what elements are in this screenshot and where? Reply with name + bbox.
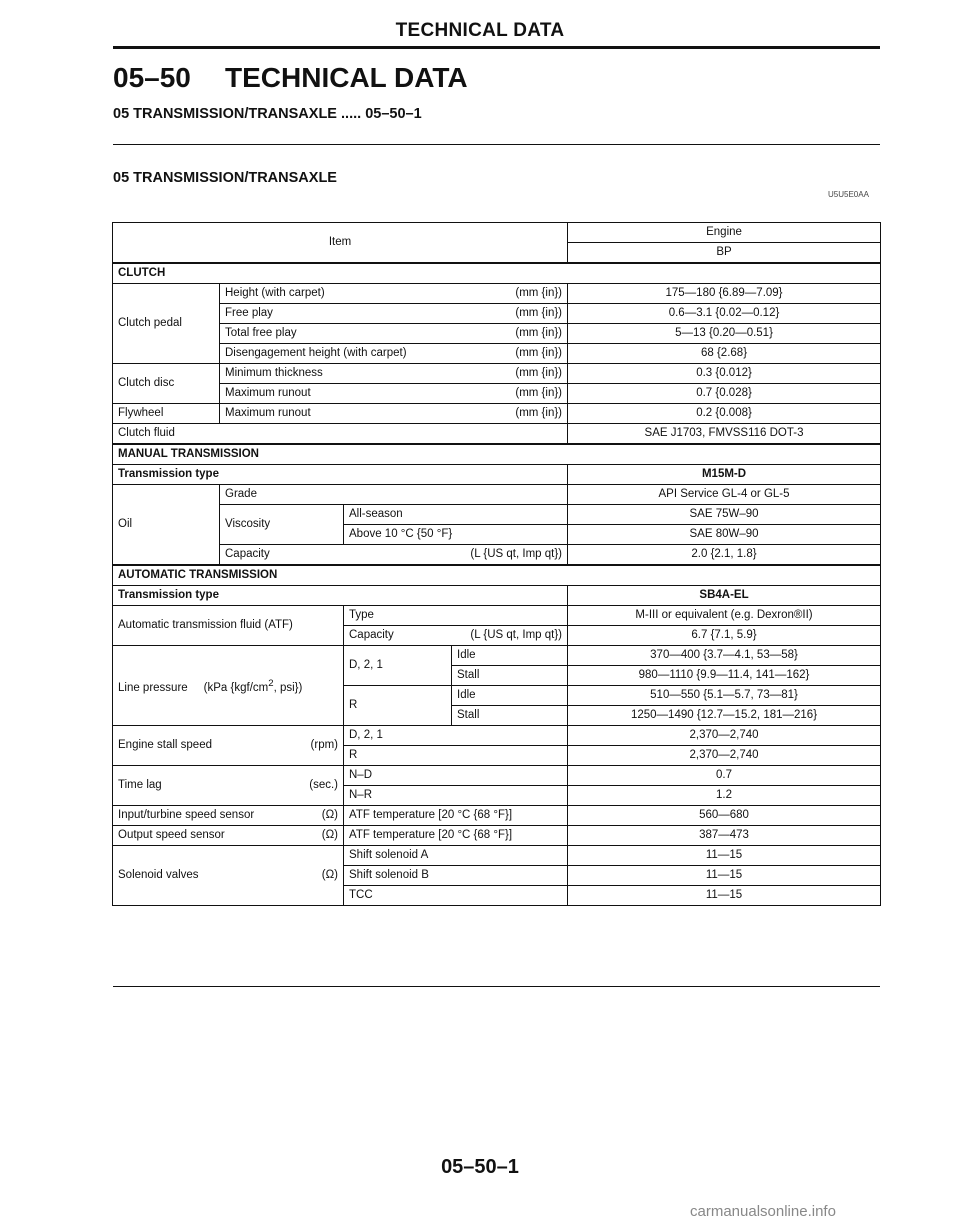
at-type-value: SB4A-EL: [568, 586, 881, 606]
subsection-title: 05 TRANSMISSION/TRANSAXLE: [113, 170, 337, 186]
item-header: Item: [113, 223, 568, 264]
value-cell: SAE 80W–90: [568, 525, 881, 545]
value-cell: 1.2: [568, 786, 881, 806]
time-lag-label: Time lag (sec.): [113, 766, 344, 806]
mt-type-label: Transmission type: [113, 465, 568, 485]
automatic-section: AUTOMATIC TRANSMISSION: [113, 565, 881, 586]
value-cell: 1250—1490 {12.7—15.2, 181—216}: [568, 706, 881, 726]
spec-table: [112, 222, 881, 906]
value-cell: 11—15: [568, 846, 881, 866]
value-cell: 2,370—2,740: [568, 746, 881, 766]
table-row: Viscosity All-season SAE 75W–90: [113, 505, 881, 525]
table-row: Output speed sensor (Ω) ATF temperature [20 °C {68 °F}] 387—473: [113, 826, 881, 846]
oil-label: Oil: [113, 485, 220, 566]
table-row: Above 10 °C {50 °F} SAE 80W–90: [113, 525, 881, 545]
clutch-disc-label: Clutch disc: [113, 364, 220, 404]
table-row: Free play (mm {in}) 0.6—3.1 {0.02—0.12}: [113, 304, 881, 324]
table-row: Flywheel Maximum runout (mm {in}) 0.2 {0.008}: [113, 404, 881, 424]
document-code: U5U5E0AA: [828, 190, 869, 199]
flywheel-label: Flywheel: [113, 404, 220, 424]
table-row: Line pressure (kPa {$kgf/cm^2$, psi}) D, 2, 1 Idle 370—400 {3.7—4.1, 53—58}: [113, 646, 881, 666]
table-row: Maximum runout (mm {in}) 0.7 {0.028}: [113, 384, 881, 404]
table-row: Oil Grade API Service GL-4 or GL-5: [113, 485, 881, 505]
value-cell: 370—400 {3.7—4.1, 53—58}: [568, 646, 881, 666]
table-row: Time lag (sec.) N–D 0.7: [113, 766, 881, 786]
value-cell: 387—473: [568, 826, 881, 846]
table-row: Total free play (mm {in}) 5—13 {0.20—0.51}: [113, 324, 881, 344]
section-title: [113, 62, 468, 94]
at-type-label: Transmission type: [113, 586, 568, 606]
table-row: [113, 444, 881, 465]
table-row: Shift solenoid B 11—15: [113, 866, 881, 886]
table-row: N–R 1.2: [113, 786, 881, 806]
table-row: Automatic transmission fluid (ATF) Type M-III or equivalent (e.g. Dexron®II): [113, 606, 881, 626]
value-cell: API Service GL-4 or GL-5: [568, 485, 881, 505]
value-cell: 2.0 {2.1, 1.8}: [568, 545, 881, 566]
header-rule: [113, 46, 880, 49]
value-cell: 0.7: [568, 766, 881, 786]
table-row: [113, 565, 881, 586]
table-row: [113, 465, 881, 485]
table-row: Clutch pedal Height (with carpet) (mm {in}) 175—180 {6.89—7.09}: [113, 284, 881, 304]
watermark: carmanualsonline.info: [690, 1203, 836, 1220]
value-cell: 5—13 {0.20—0.51}: [568, 324, 881, 344]
table-row: Solenoid valves (Ω) Shift solenoid A 11—15: [113, 846, 881, 866]
line-pressure-label: Line pressure (kPa {$kgf/cm^2$, psi}): [113, 646, 344, 726]
stall-speed-label: Engine stall speed (rpm): [113, 726, 344, 766]
engine-header: Engine: [568, 223, 881, 243]
table-row: Input/turbine speed sensor (Ω) ATF temperature [20 °C {68 °F}] 560—680: [113, 806, 881, 826]
table-row: Stall 980—1110 {9.9—11.4, 141—162}: [113, 666, 881, 686]
clutch-pedal-label: Clutch pedal: [113, 284, 220, 364]
value-cell: M-III or equivalent (e.g. Dexron®II): [568, 606, 881, 626]
clutch-section: CLUTCH: [113, 263, 881, 284]
table-row: Disengagement height (with carpet) (mm {in}) 68 {2.68}: [113, 344, 881, 364]
value-cell: 175—180 {6.89—7.09}: [568, 284, 881, 304]
section-title-text: TECHNICAL DATA: [225, 62, 468, 93]
output-sensor-label: Output speed sensor (Ω): [113, 826, 344, 846]
page-number: 05–50–1: [441, 1156, 519, 1178]
clutch-fluid-label: Clutch fluid: [113, 424, 568, 445]
value-cell: 980—1110 {9.9—11.4, 141—162}: [568, 666, 881, 686]
mt-type-value: M15M-D: [568, 465, 881, 485]
table-row: [113, 263, 881, 284]
solenoid-label: Solenoid valves (Ω): [113, 846, 344, 906]
input-sensor-label: Input/turbine speed sensor (Ω): [113, 806, 344, 826]
value-cell: 0.3 {0.012}: [568, 364, 881, 384]
value-cell: 2,370—2,740: [568, 726, 881, 746]
value-cell: 0.7 {0.028}: [568, 384, 881, 404]
value-cell: 510—550 {5.1—5.7, 73—81}: [568, 686, 881, 706]
table-row: [113, 223, 881, 243]
table-row: [113, 586, 881, 606]
running-header: TECHNICAL DATA: [395, 20, 565, 41]
table-row: Clutch disc Minimum thickness (mm {in}) 0.3 {0.012}: [113, 364, 881, 384]
value-cell: SAE J1703, FMVSS116 DOT-3: [568, 424, 881, 445]
table-row: Capacity (L {US qt, Imp qt}) 2.0 {2.1, 1.8}: [113, 545, 881, 566]
engine-code: BP: [568, 243, 881, 264]
table-row: R 2,370—2,740: [113, 746, 881, 766]
table-row: Stall 1250—1490 {12.7—15.2, 181—216}: [113, 706, 881, 726]
section-rule: [113, 144, 880, 145]
value-cell: 6.7 {7.1, 5.9}: [568, 626, 881, 646]
section-number: 05–50: [113, 62, 191, 93]
value-cell: 560—680: [568, 806, 881, 826]
value-cell: 0.2 {0.008}: [568, 404, 881, 424]
value-cell: 0.6—3.1 {0.02—0.12}: [568, 304, 881, 324]
viscosity-label: Viscosity: [220, 505, 344, 545]
table-row: R Idle 510—550 {5.1—5.7, 73—81}: [113, 686, 881, 706]
value-cell: 11—15: [568, 886, 881, 906]
table-row: TCC 11—15: [113, 886, 881, 906]
manual-section: MANUAL TRANSMISSION: [113, 444, 881, 465]
value-cell: 11—15: [568, 866, 881, 886]
footer-rule: [113, 986, 880, 987]
atf-label: Automatic transmission fluid (ATF): [113, 606, 344, 646]
value-cell: SAE 75W–90: [568, 505, 881, 525]
table-row: Engine stall speed (rpm) D, 2, 1 2,370—2,740: [113, 726, 881, 746]
toc-entry[interactable]: 05 TRANSMISSION/TRANSAXLE ..... 05–50–1: [113, 106, 422, 122]
table-row: Capacity (L {US qt, Imp qt}) 6.7 {7.1, 5.9}: [113, 626, 881, 646]
value-cell: 68 {2.68}: [568, 344, 881, 364]
table-row: [113, 424, 881, 445]
